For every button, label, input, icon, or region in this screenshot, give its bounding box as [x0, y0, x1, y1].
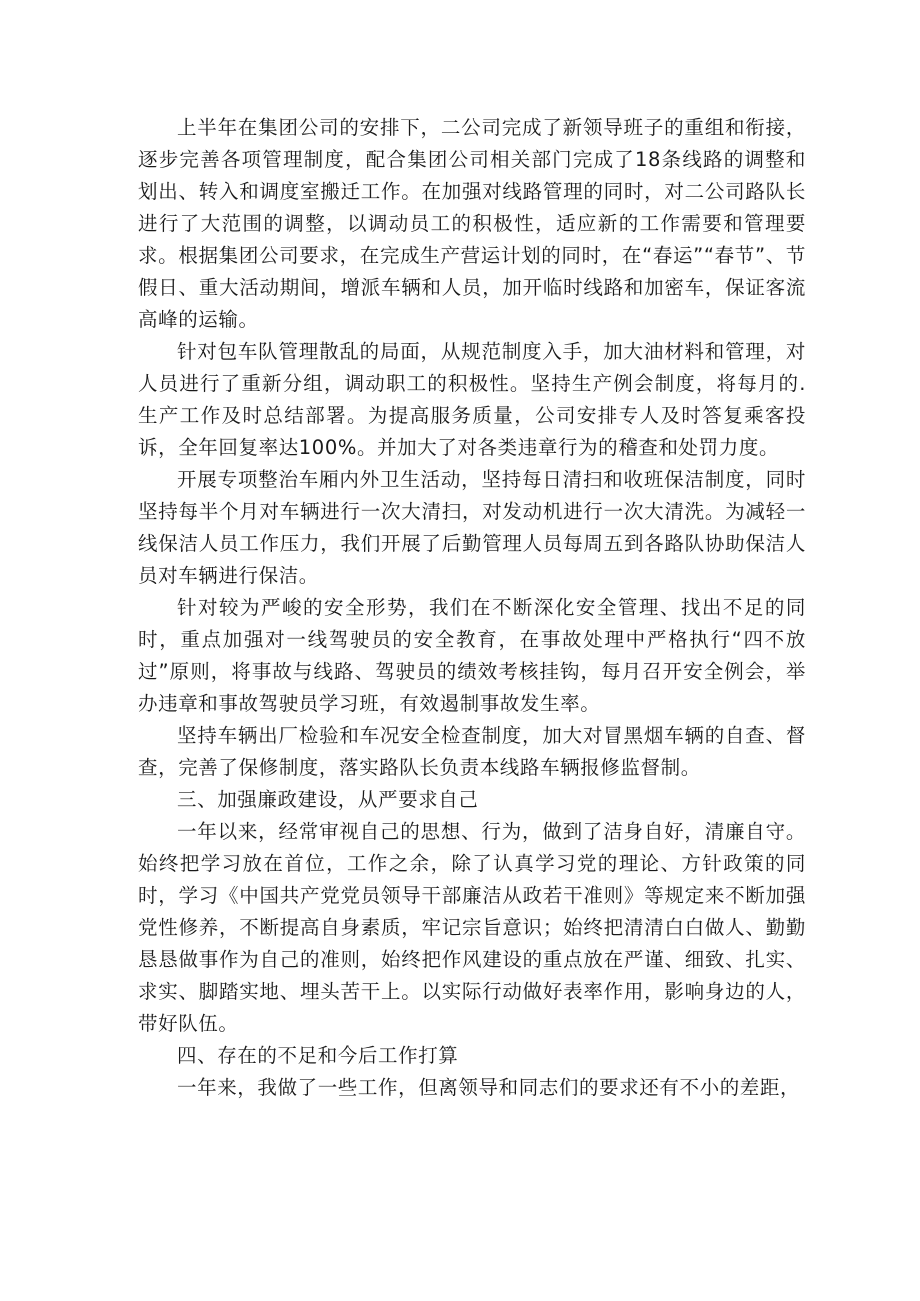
paragraph-3: 开展专项整治车厢内外卫生活动，坚持每日清扫和收班保洁制度，同时坚持每半个月对车辆进行一次大清扫，对发动机进行一次大清洗。为减轻一线保洁人员工作压力，我们开展了后勤管理人员每周五到各路队协助保洁人员对车辆进行保洁。 — [138, 468, 806, 587]
paragraph-5: 坚持车辆出厂检验和车况安全检查制度，加大对冒黑烟车辆的自查、督查，完善了保修制度，落实路队长负责本线路车辆报修监督制。 — [138, 724, 806, 779]
document-body — [138, 112, 806, 1104]
paragraph-1: 上半年在集团公司的安排下，二公司完成了新领导班子的重组和衔接，逐步完善各项管理制度，配合集团公司相关部门完成了18条线路的调整和划出、转入和调度室搬迁工作。在加强对线路管理的同时，对二公司路队长进行了大范围的调整，以调动员工的积极性，适应新的工作需要和管理要求。根据集团公司要求，在完成生产营运计划的同时，在“春运”“春节”、节假日、重大活动期间，增派车辆和人员，加开临时线路和加密车，保证客流高峰的运输。 — [138, 116, 806, 331]
section-heading-4: 四、存在的不足和今后工作打算 — [177, 1044, 459, 1067]
section-heading-3: 三、加强廉政建设，从严要求自己 — [177, 788, 479, 811]
paragraph-7: 一年来，我做了一些工作，但离领导和同志们的要求还有不小的差距， — [177, 1076, 801, 1099]
paragraph-4: 针对较为严峻的安全形势，我们在不断深化安全管理、找出不足的同时，重点加强对一线驾驶员的安全教育，在事故处理中严格执行“四不放过”原则，将事故与线路、驾驶员的绩效考核挂钩，每月召开安全例会，举办违章和事故驾驶员学习班，有效遏制事故发生率。 — [138, 596, 806, 715]
paragraph-2: 针对包车队管理散乱的局面，从规范制度入手，加大油材料和管理，对人员进行了重新分组，调动职工的积极性。坚持生产例会制度，将每月的.生产工作及时总结部署。为提高服务质量，公司安排专人及时答复乘客投诉，全年回复率达100%。并加大了对各类违章行为的稽查和处罚力度。 — [138, 340, 806, 459]
paragraph-6: 一年以来，经常审视自己的思想、行为，做到了洁身自好，清廉自守。始终把学习放在首位，工作之余，除了认真学习党的理论、方针政策的同时，学习《中国共产党党员领导干部廉洁从政若干准则》等规定来不断加强党性修养，不断提高自身素质，牢记宗旨意识；始终把清清白白做人、勤勤恳恳做事作为自己的准则，始终把作风建设的重点放在严谨、细致、扎实、求实、脚踏实地、埋头苦干上。以实际行动做好表率作用，影响身边的人，带好队伍。 — [138, 820, 806, 1035]
